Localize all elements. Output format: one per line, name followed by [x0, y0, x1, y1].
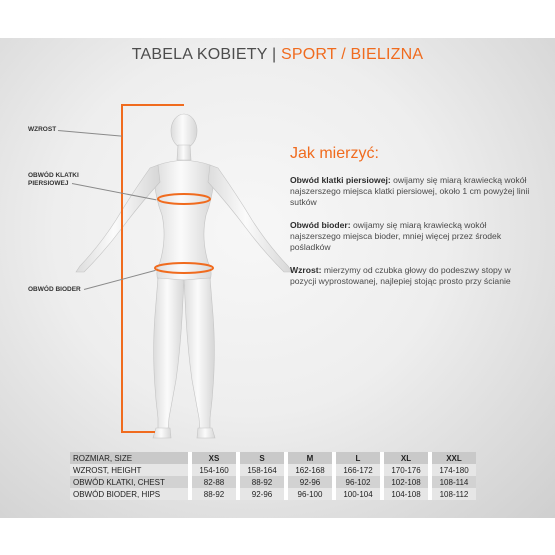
- table-cell: 96-102: [332, 476, 380, 488]
- size-table-header-row: [70, 452, 476, 464]
- size-header-xs: XS: [188, 452, 236, 464]
- table-cell: 104-108: [380, 488, 428, 500]
- table-row: [70, 476, 476, 488]
- size-header-xxl: XXL: [428, 452, 476, 464]
- row-label: OBWÓD BIODER, HIPS: [70, 488, 188, 500]
- label-hips: [28, 286, 81, 294]
- size-header-m: M: [284, 452, 332, 464]
- table-cell: 108-112: [428, 488, 476, 500]
- table-cell: 82-88: [188, 476, 236, 488]
- height-instruction-label: Wzrost:: [290, 265, 322, 275]
- size-header-l: L: [332, 452, 380, 464]
- height-instruction-text: mierzymy od czubka głowy do podeszwy stopy w pozycji wyprostowanej, najlepiej stojąc prosto przy ścianie: [290, 265, 511, 286]
- table-row: [70, 488, 476, 500]
- table-cell: 88-92: [236, 476, 284, 488]
- measure-instructions: [290, 145, 535, 299]
- hips-instruction-label: Obwód bioder:: [290, 220, 351, 230]
- table-cell: 170-176: [380, 464, 428, 476]
- size-header-xl: XL: [380, 452, 428, 464]
- chest-instruction: [290, 175, 535, 208]
- table-cell: 102-108: [380, 476, 428, 488]
- row-label: WZROST, HEIGHT: [70, 464, 188, 476]
- chest-instruction-text: owijamy się miarą krawiecką wokół najszerszego miejsca klatki piersiowej, około 1 cm powyżej linii sutków: [290, 175, 530, 207]
- table-cell: 96-100: [284, 488, 332, 500]
- hips-instruction-text: owijamy się miarą krawiecką wokół najszerszego miejsca bioder, mniej więcej przez środek pośladków: [290, 220, 502, 252]
- label-chest: [28, 172, 79, 188]
- table-cell: 162-168: [284, 464, 332, 476]
- how-to-measure-title: Jak mierzyć:: [290, 145, 379, 162]
- table-cell: 154-160: [188, 464, 236, 476]
- label-height-text: WZROST: [28, 126, 57, 133]
- size-header-label: ROZMIAR, SIZE: [70, 452, 188, 464]
- table-cell: 92-96: [236, 488, 284, 500]
- label-hips-text: OBWÓD BIODER: [28, 286, 81, 293]
- table-cell: 166-172: [332, 464, 380, 476]
- label-chest-line2: PIERSIOWEJ: [28, 180, 69, 187]
- mannequin-body: [76, 114, 292, 438]
- height-instruction: [290, 265, 535, 287]
- chest-instruction-label: Obwód klatki piersiowej:: [290, 175, 391, 185]
- title-main: TABELA KOBIETY |: [131, 46, 282, 63]
- hips-instruction: [290, 220, 535, 253]
- size-table: [70, 452, 476, 500]
- table-cell: 174-180: [428, 464, 476, 476]
- table-cell: 88-92: [188, 488, 236, 500]
- table-cell: 158-164: [236, 464, 284, 476]
- label-chest-line1: OBWÓD KLATKI: [28, 172, 79, 179]
- table-cell: 92-96: [284, 476, 332, 488]
- title-accent: SPORT / BIELIZNA: [281, 46, 424, 63]
- row-label: OBWÓD KLATKI, CHEST: [70, 476, 188, 488]
- label-height: [28, 126, 56, 134]
- table-cell: 100-104: [332, 488, 380, 500]
- table-row: [70, 464, 476, 476]
- size-header-s: S: [236, 452, 284, 464]
- table-cell: 108-114: [428, 476, 476, 488]
